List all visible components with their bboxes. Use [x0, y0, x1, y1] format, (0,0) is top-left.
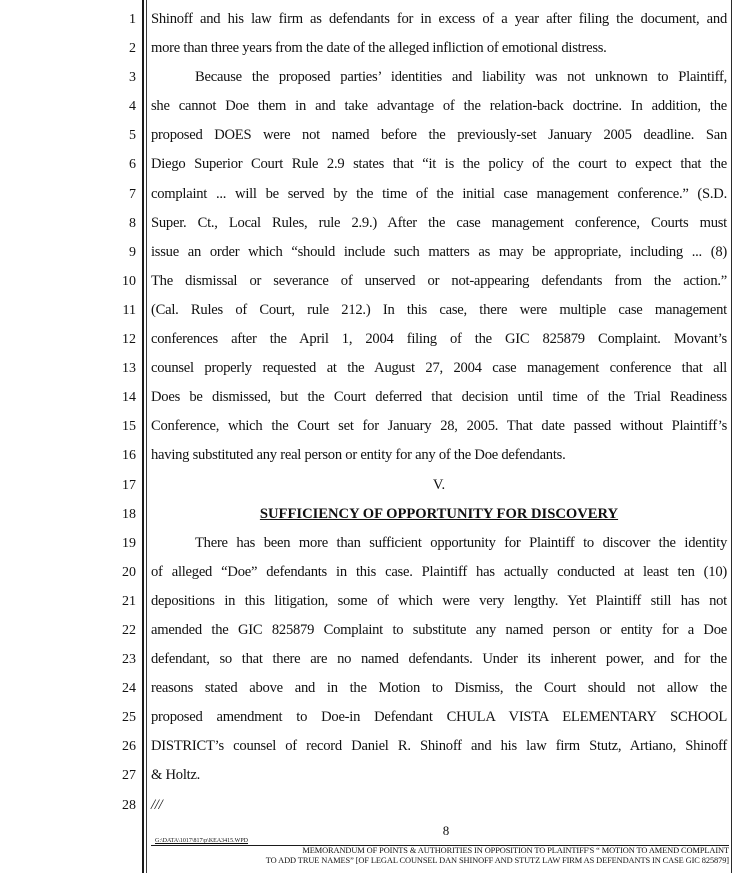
- line-number: 23: [122, 652, 136, 668]
- document-title: [151, 846, 729, 866]
- left-margin-rule: [142, 0, 144, 873]
- text-line: complaint ... will be served by the time of the initial case management conference.” (S.D.: [151, 185, 727, 202]
- line-number: 27: [122, 768, 136, 784]
- line-number: 14: [122, 390, 136, 406]
- line-number: 3: [129, 70, 136, 86]
- line-number: 25: [122, 710, 136, 726]
- section-heading-line: [151, 500, 727, 529]
- text-line: proposed DOES were not named before the previously-set January 2005 deadline. San: [151, 127, 727, 144]
- line-number: 11: [122, 302, 136, 318]
- line-number: 17: [122, 477, 136, 493]
- left-margin-rule-inner: [146, 0, 147, 873]
- line-number: 21: [122, 593, 136, 609]
- line-number: 26: [122, 739, 136, 755]
- line-number: 24: [122, 681, 136, 697]
- text-line: proposed amendment to Doe-in Defendant CHULA VISTA ELEMENTARY SCHOOL: [151, 709, 727, 726]
- text-line: of alleged “Doe” defendants in this case. Plaintiff has actually conducted at least ten (10): [151, 563, 727, 580]
- line-number: 8: [129, 215, 136, 231]
- text-line: The dismissal or severance of unserved or not-appearing defendants from the action.”: [151, 272, 727, 289]
- document-body: [151, 5, 727, 820]
- page-number: 8: [442, 823, 450, 838]
- line-number: 10: [122, 273, 136, 289]
- text-line: more than three years from the date of the alleged infliction of emotional distress.: [151, 40, 607, 57]
- line-number: 19: [122, 535, 136, 551]
- document-title-line-2: TO ADD TRUE NAMES” [OF LEGAL COUNSEL DAN SHINOFF AND STUTZ LAW FIRM AS DEFENDANTS IN CASE GIC 825879]: [265, 856, 729, 865]
- text-line: depositions in this litigation, some of which were very lengthy. Yet Plaintiff still has not: [151, 592, 727, 609]
- continuation-marker: ///: [151, 796, 163, 813]
- text-line: Conference, which the Court set for January 28, 2005. That date passed without Plaintiff’s: [151, 418, 727, 435]
- text-line: counsel properly requested at the August 27, 2004 case management conference that all: [151, 360, 727, 377]
- line-number: 15: [122, 419, 136, 435]
- line-number: 7: [129, 186, 136, 202]
- text-line: Does be dismissed, but the Court deferred that decision until time of the Trial Readiness: [151, 389, 727, 406]
- text-line: Super. Ct., Local Rules, rule 2.9.) After the case management conference, Courts must: [151, 214, 727, 231]
- line-number: 18: [122, 506, 136, 522]
- line-number: 22: [122, 622, 136, 638]
- text-line: & Holtz.: [151, 767, 201, 784]
- line-number: 20: [122, 564, 136, 580]
- line-number: 5: [129, 128, 136, 144]
- line-number: 4: [129, 99, 136, 115]
- text-line: defendant, so that there are no named defendants. Under its inherent power, and for the: [151, 651, 727, 668]
- line-number: 16: [122, 448, 136, 464]
- right-margin-rule: [731, 0, 732, 873]
- text-line: amended the GIC 825879 Complaint to substitute any named person or entity for a Doe: [151, 621, 727, 638]
- line-number: 28: [122, 797, 136, 813]
- text-line: having substituted any real person or entity for any of the Doe defendants.: [151, 447, 566, 464]
- text-line: reasons stated above and in the Motion to Dismiss, the Court should not allow the: [151, 680, 727, 697]
- text-line: Diego Superior Court Rule 2.9 states that “it is the policy of the court to expect that the: [151, 156, 727, 173]
- text-line: conferences after the April 1, 2004 filing of the GIC 825879 Complaint. Movant’s: [151, 331, 727, 348]
- text-line: issue an order which “should include such matters as may be appropriate, including ... (8): [151, 243, 727, 260]
- file-path: G:\DATA\1017\817\p\KEA3415.WPD: [155, 838, 249, 844]
- paragraph-start-line: Because the proposed parties’ identities and liability was not unknown to Plaintiff,: [195, 69, 727, 86]
- text-line: Shinoff and his law firm as defendants for in excess of a year after filing the document, and: [151, 11, 727, 27]
- line-number: 2: [129, 41, 136, 57]
- section-number: V.: [432, 476, 446, 493]
- text-line: she cannot Doe them in and take advantage of the relation-back doctrine. In addition, the: [151, 98, 727, 115]
- line-number: 12: [122, 332, 136, 348]
- section-heading: SUFFICIENCY OF OPPORTUNITY FOR DISCOVERY: [259, 505, 619, 522]
- line-number-column: [100, 5, 136, 820]
- text-line: DISTRICT’s counsel of record Daniel R. Shinoff and his law firm Stutz, Artiano, Shinoff: [151, 738, 727, 755]
- line-number: 1: [129, 12, 136, 27]
- line-number: 9: [129, 244, 136, 260]
- text-line: (Cal. Rules of Court, rule 212.) In this case, there were multiple case management: [151, 301, 727, 318]
- paragraph-start-line: There has been more than sufficient opportunity for Plaintiff to discover the identity: [195, 534, 727, 551]
- document-title-line-1: MEMORANDUM OF POINTS & AUTHORITIES IN OPPOSITION TO PLAINTIFF'S “ MOTION TO AMEND COMPLAINT: [302, 846, 729, 855]
- page-footer: [151, 823, 731, 865]
- line-number: 6: [129, 157, 136, 173]
- line-number: 13: [122, 361, 136, 377]
